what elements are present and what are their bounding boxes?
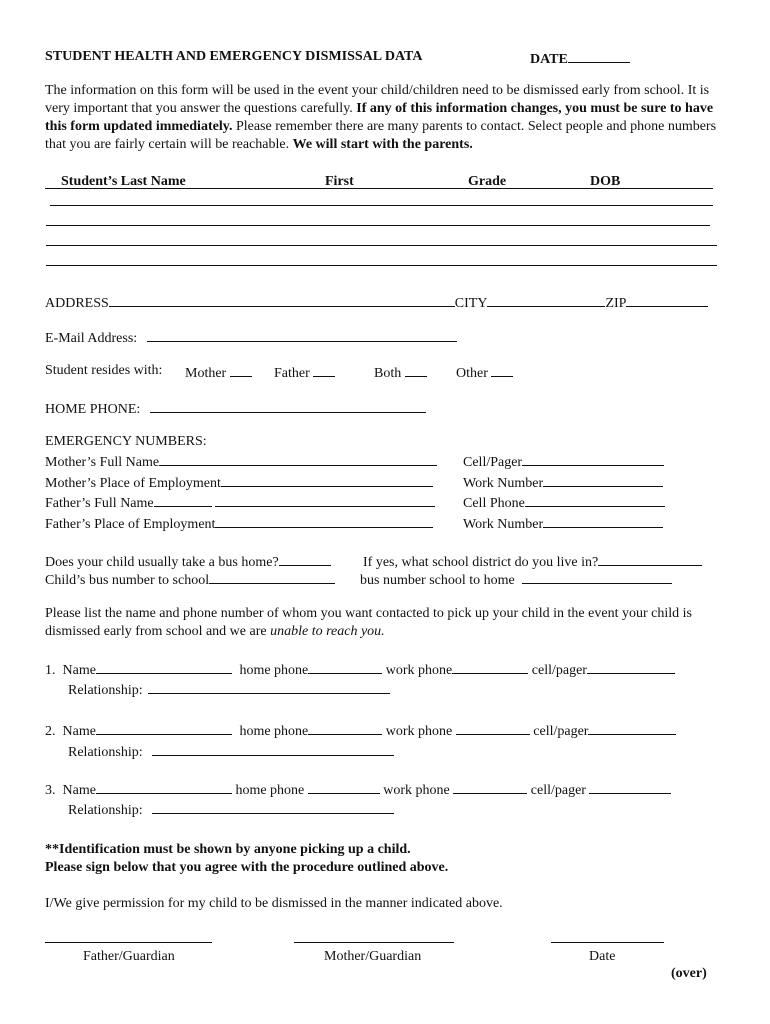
intro-text-4: We will start with the parents. xyxy=(292,137,473,152)
work-number-label-2: Work Number xyxy=(463,517,544,532)
col-dob: DOB xyxy=(590,174,621,189)
contact-num: 3. xyxy=(45,783,56,798)
student-row-line[interactable] xyxy=(46,245,717,246)
contact-rel-label: Relationship: xyxy=(68,745,143,760)
resides-mother[interactable] xyxy=(185,362,252,383)
contact-row-1 xyxy=(45,659,675,680)
father-work-row xyxy=(45,513,433,534)
contact-work-label: work phone xyxy=(385,663,453,678)
resides-other[interactable] xyxy=(456,362,513,383)
contact-home-label: home phone xyxy=(239,724,309,739)
col-last-name: Student’s Last Name xyxy=(61,174,186,189)
id-notice: **Identification must be shown by anyone picking up a child. xyxy=(45,842,411,857)
father-work-blank[interactable] xyxy=(215,513,433,528)
father-name-label: Father’s Full Name xyxy=(45,496,154,511)
student-row-line[interactable] xyxy=(46,225,710,226)
contact-rel-blank[interactable] xyxy=(152,741,394,756)
contact-row-3 xyxy=(45,779,671,800)
contact-name-blank[interactable] xyxy=(96,720,232,735)
cell-pager-label: Cell/Pager xyxy=(463,455,523,470)
contact-home-blank[interactable] xyxy=(308,779,380,794)
work-number-label-1: Work Number xyxy=(463,476,544,491)
mother-signature-line[interactable] xyxy=(294,942,454,943)
permission-text: I/We give permission for my child to be dismissed in the manner indicated above. xyxy=(45,896,503,911)
city-label: CITY xyxy=(454,296,488,311)
resides-father[interactable] xyxy=(274,362,335,383)
bus-to-school-row xyxy=(45,569,335,590)
address-blank[interactable] xyxy=(109,292,455,307)
father-name-blank-a[interactable] xyxy=(154,492,212,507)
contact-name-blank[interactable] xyxy=(96,659,232,674)
contact-num: 2. xyxy=(45,724,56,739)
intro-text-3: Please remember there are many parents to contact. Select people and phone numbers that you are fairly certain will be reachable. xyxy=(45,119,717,152)
contact-home-blank[interactable] xyxy=(308,720,382,735)
bus-question-blank[interactable] xyxy=(279,551,331,566)
work-number-row-1 xyxy=(463,472,663,493)
contact-num: 1. xyxy=(45,663,56,678)
resides-mother-label: Mother xyxy=(185,366,227,381)
contact-cell-label: cell/pager xyxy=(531,663,587,678)
contact-rel-label: Relationship: xyxy=(68,803,143,818)
resides-label: Student resides with: xyxy=(45,363,163,378)
contact-work-blank[interactable] xyxy=(453,779,527,794)
contact-rel-blank[interactable] xyxy=(148,679,390,694)
col-first: First xyxy=(325,174,354,189)
bus-to-home-label: bus number school to home xyxy=(360,573,515,588)
cell-pager-row xyxy=(463,451,664,472)
bus-to-school-label: Child’s bus number to school xyxy=(45,573,210,588)
col-grade: Grade xyxy=(468,174,507,189)
date-signature-label: Date xyxy=(589,949,616,964)
home-phone-label: HOME PHONE: xyxy=(45,402,141,417)
contact-home-label: home phone xyxy=(239,663,309,678)
contact-cell-blank[interactable] xyxy=(589,779,671,794)
contact-rel-label: Relationship: xyxy=(68,683,143,698)
date-signature-line[interactable] xyxy=(551,942,664,943)
contact-work-blank[interactable] xyxy=(456,720,530,735)
contact-work-label: work phone xyxy=(385,724,453,739)
work-number-blank-1[interactable] xyxy=(543,472,663,487)
resides-father-blank[interactable] xyxy=(313,362,335,377)
email-row xyxy=(45,327,457,348)
contact-rel-row-1 xyxy=(68,679,390,700)
home-phone-blank[interactable] xyxy=(150,398,426,413)
email-label: E-Mail Address: xyxy=(45,331,138,346)
contact-name-label: Name xyxy=(62,724,96,739)
resides-both[interactable] xyxy=(374,362,427,383)
intro-paragraph xyxy=(45,82,735,154)
address-row xyxy=(45,292,708,313)
sign-notice: Please sign below that you agree with the procedure outlined above. xyxy=(45,860,449,875)
cell-phone-row xyxy=(463,492,665,513)
contact-rel-row-3 xyxy=(68,799,394,820)
over-label: (over) xyxy=(671,966,707,981)
zip-blank[interactable] xyxy=(626,292,708,307)
mother-name-blank[interactable] xyxy=(159,451,437,466)
contact-work-blank[interactable] xyxy=(452,659,528,674)
resides-mother-blank[interactable] xyxy=(230,362,252,377)
father-signature-line[interactable] xyxy=(45,942,212,943)
student-row-line[interactable] xyxy=(50,205,713,206)
school-district-label: If yes, what school district do you live in? xyxy=(363,555,599,570)
contact-name-label: Name xyxy=(62,783,96,798)
resides-other-label: Other xyxy=(456,366,488,381)
form-title: STUDENT HEALTH AND EMERGENCY DISMISSAL DATA xyxy=(45,49,423,64)
bus-to-home-blank[interactable] xyxy=(522,569,672,584)
mother-work-label: Mother’s Place of Employment xyxy=(45,476,221,491)
contacts-intro-text: Please list the name and phone number of whom you want contacted to pick up your child in the event your child is dismissed early from school and we are xyxy=(45,606,692,639)
bus-question-label: Does your child usually take a bus home? xyxy=(45,555,279,570)
contact-home-label: home phone xyxy=(235,783,305,798)
header-underline xyxy=(45,188,713,189)
mother-name-row xyxy=(45,451,437,472)
contacts-intro-italic: unable to reach you. xyxy=(270,624,385,639)
contact-cell-blank[interactable] xyxy=(587,659,675,674)
bus-to-school-blank[interactable] xyxy=(209,569,335,584)
date-field[interactable] xyxy=(530,48,630,69)
contact-row-2 xyxy=(45,720,676,741)
home-phone-row xyxy=(45,398,426,419)
date-label: DATE xyxy=(530,52,568,67)
city-blank[interactable] xyxy=(487,292,605,307)
resides-both-blank[interactable] xyxy=(405,362,427,377)
contact-rel-blank[interactable] xyxy=(152,799,394,814)
contact-cell-label: cell/pager xyxy=(533,724,589,739)
contact-name-label: Name xyxy=(62,663,96,678)
email-blank[interactable] xyxy=(147,327,457,342)
resides-both-label: Both xyxy=(374,366,402,381)
cell-phone-label: Cell Phone xyxy=(463,496,525,511)
contact-rel-row-2 xyxy=(68,741,394,762)
student-row-line[interactable] xyxy=(46,265,717,266)
work-number-blank-2[interactable] xyxy=(543,513,663,528)
work-number-row-2 xyxy=(463,513,663,534)
intro-text-1: The information on this form will be used in the event your child/children need to be dismissed early from school. It is very important that you answer the questions carefully. xyxy=(45,83,710,116)
contact-cell-label: cell/pager xyxy=(530,783,586,798)
father-name-row xyxy=(45,492,435,513)
contacts-intro xyxy=(45,605,735,641)
date-blank[interactable] xyxy=(568,48,630,63)
mother-work-row xyxy=(45,472,433,493)
resides-other-blank[interactable] xyxy=(491,362,513,377)
cell-phone-blank[interactable] xyxy=(525,492,665,507)
cell-pager-blank[interactable] xyxy=(522,451,664,466)
contact-work-label: work phone xyxy=(383,783,450,798)
contact-name-blank[interactable] xyxy=(96,779,232,794)
emergency-heading: EMERGENCY NUMBERS: xyxy=(45,434,207,449)
mother-name-label: Mother’s Full Name xyxy=(45,455,160,470)
contact-home-blank[interactable] xyxy=(308,659,382,674)
bus-to-home-row xyxy=(360,569,672,590)
intro-text-2: If any of this information changes, you must be sure to have this form updated immediately. xyxy=(45,101,714,134)
zip-label: ZIP xyxy=(605,296,627,311)
school-district-blank[interactable] xyxy=(598,551,702,566)
mother-work-blank[interactable] xyxy=(221,472,433,487)
contact-cell-blank[interactable] xyxy=(588,720,676,735)
mother-signature-label: Mother/Guardian xyxy=(324,949,422,964)
address-label: ADDRESS xyxy=(45,296,109,311)
resides-father-label: Father xyxy=(274,366,310,381)
father-signature-label: Father/Guardian xyxy=(83,949,175,964)
father-name-blank-b[interactable] xyxy=(215,492,435,507)
father-work-label: Father’s Place of Employment xyxy=(45,517,216,532)
